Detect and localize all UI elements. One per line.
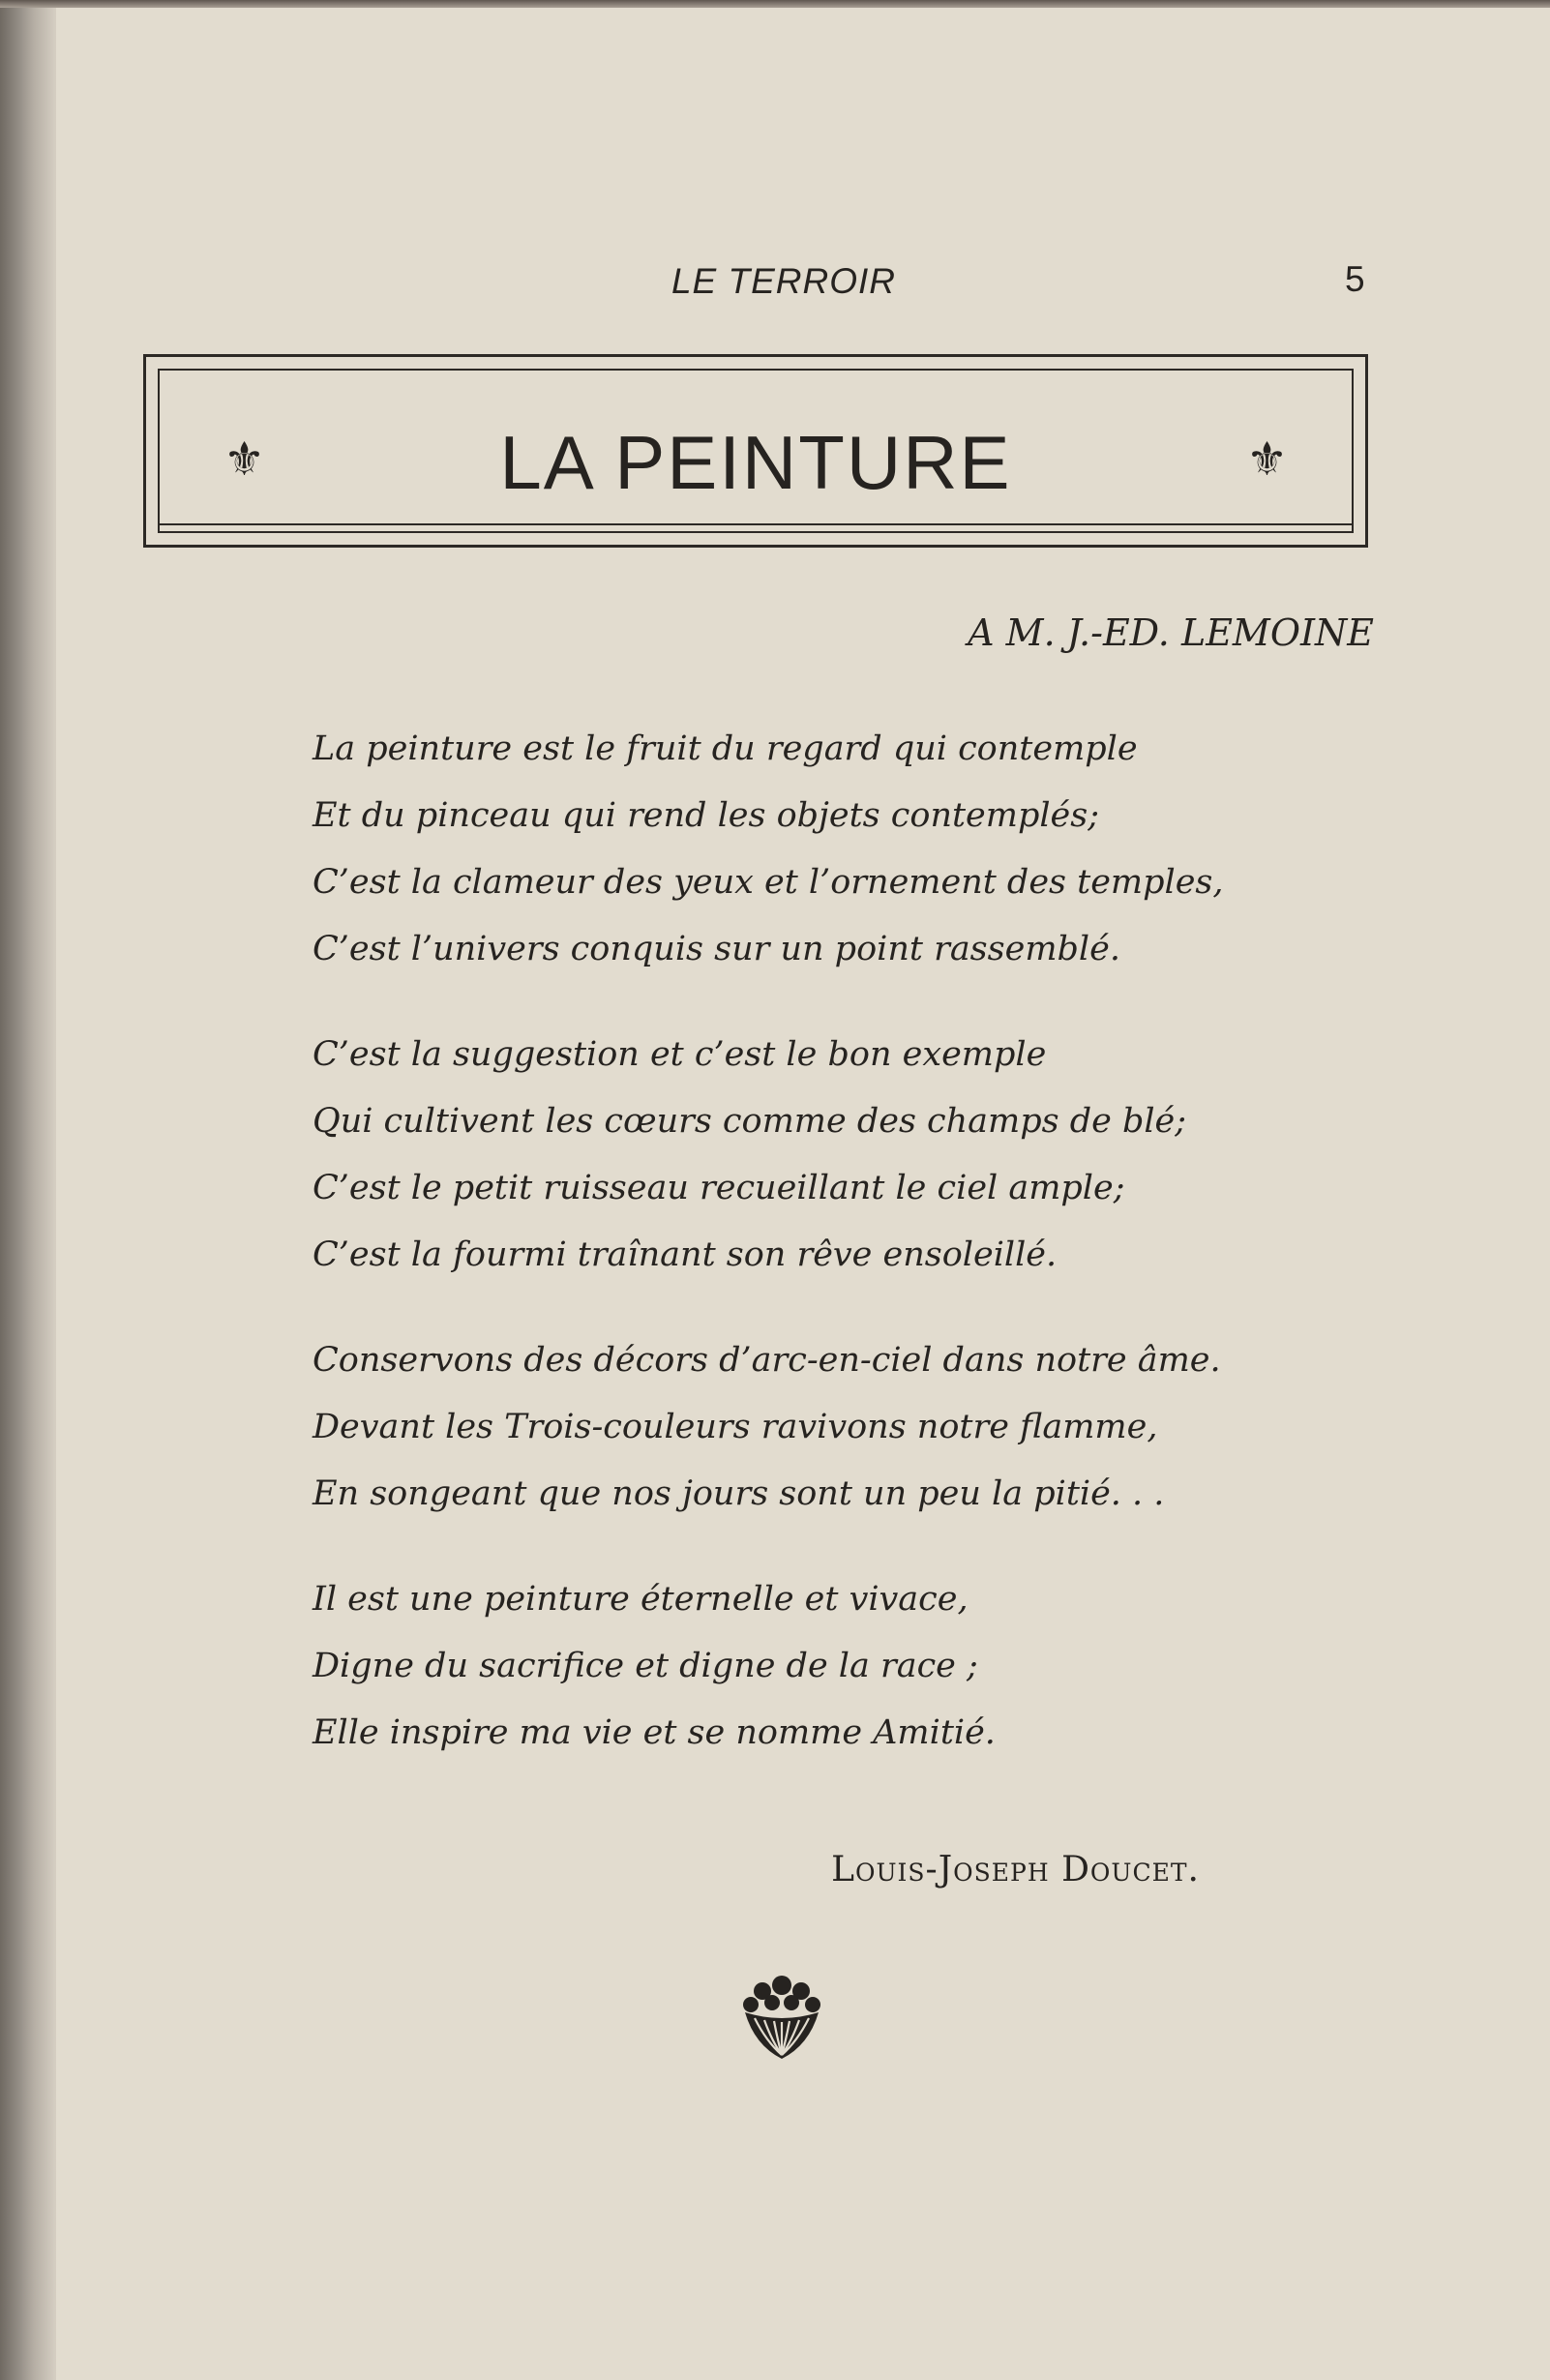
- dedication: A M. J.-ED. LEMOINE: [968, 611, 1374, 654]
- poem-line: C’est la clameur des yeux et l’ornement des temples,: [313, 863, 1224, 902]
- page-top-edge: [0, 0, 1550, 8]
- author-signature: Louis-Joseph Doucet.: [831, 1850, 1200, 1889]
- poem-line: En songeant que nos jours sont un peu la pitié. . .: [313, 1474, 1165, 1513]
- poem-line: Il est une peinture éternelle et vivace,: [313, 1580, 969, 1619]
- poem-body: [313, 716, 1319, 1805]
- poem-title: LA PEINTURE: [499, 420, 1012, 505]
- page-number: 5: [1345, 259, 1365, 299]
- poem-line: Qui cultivent les cœurs comme des champs de blé;: [313, 1102, 1187, 1141]
- stanza-4: [313, 1566, 1319, 1767]
- book-spine-shadow: [0, 0, 56, 2380]
- poem-line: C’est le petit ruisseau recueillant le ciel ample;: [313, 1169, 1125, 1207]
- stanza-3: [313, 1327, 1319, 1528]
- title-frame: [143, 354, 1368, 548]
- poem-line: Et du pinceau qui rend les objets contemplés;: [313, 796, 1100, 835]
- poem-line: C’est la suggestion et c’est le bon exemple: [313, 1035, 1047, 1074]
- poem-line: C’est la fourmi traînant son rêve ensoleillé.: [313, 1235, 1058, 1274]
- poem-line: Elle inspire ma vie et se nomme Amitié.: [313, 1713, 996, 1752]
- fleur-de-lis-icon: ⚜: [1245, 432, 1288, 487]
- stanza-1: [313, 716, 1319, 983]
- poem-line: Conservons des décors d’arc-en-ciel dans notre âme.: [313, 1341, 1221, 1380]
- title-frame-inner: [158, 369, 1354, 533]
- poem-line: Devant les Trois-couleurs ravivons notre flamme,: [313, 1408, 1158, 1446]
- stanza-2: [313, 1022, 1319, 1289]
- poem-line: Digne du sacrifice et digne de la race ;: [313, 1647, 978, 1685]
- poem-line: C’est l’univers conquis sur un point rassemblé.: [313, 930, 1120, 968]
- ornamental-tailpiece-icon: [733, 1970, 830, 2067]
- running-title: LE TERROIR: [671, 261, 897, 301]
- poem-line: La peinture est le fruit du regard qui contemple: [313, 729, 1138, 768]
- fleur-de-lis-icon: ⚜: [224, 432, 266, 487]
